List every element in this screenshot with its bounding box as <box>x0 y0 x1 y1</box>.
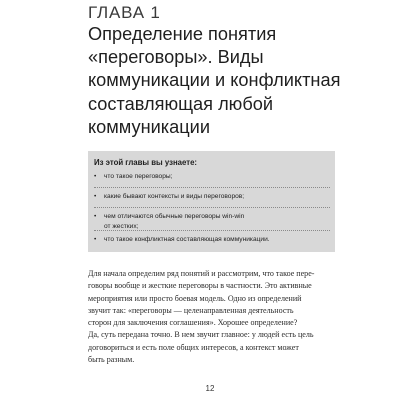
summary-heading: Из этой главы вы узнаете: <box>94 158 198 167</box>
bullet-icon: • <box>94 193 97 200</box>
summary-list-item <box>94 235 326 245</box>
summary-item-text <box>104 212 326 231</box>
body-line: договориться и есть поле общих интересов, а контекст может <box>88 342 299 352</box>
body-paragraph <box>88 268 338 366</box>
summary-item-text <box>104 235 326 245</box>
chapter-title-line: коммуникации <box>88 116 210 137</box>
summary-list-item <box>94 192 326 202</box>
chapter-summary-box <box>88 151 335 252</box>
chapter-label: ГЛАВА 1 <box>88 3 161 22</box>
summary-list-item <box>94 212 326 231</box>
body-line: говоры вообще и жесткие переговоры в частности. Это активные <box>88 281 312 291</box>
body-line: мероприятия или просто боевая модель. Одно из определений <box>88 293 302 303</box>
summary-list-item <box>94 172 326 182</box>
chapter-title <box>88 23 408 139</box>
bullet-icon: • <box>94 236 97 243</box>
summary-item-line: что такое переговоры; <box>104 173 173 180</box>
bullet-icon: • <box>94 173 97 180</box>
body-line: Да, суть передана точно. В нем звучит главное: у людей есть цель <box>88 330 314 340</box>
chapter-title-line: «переговоры». Виды <box>88 47 264 68</box>
body-line: быть разным. <box>88 354 135 364</box>
summary-item-line: чем отличаются обычные переговоры win-win <box>104 213 245 220</box>
summary-item-text <box>104 172 326 182</box>
list-divider <box>94 207 330 208</box>
body-line: Для начала определим ряд понятий и рассмотрим, что такое пере- <box>88 269 315 278</box>
chapter-title-line: Определение понятия <box>88 24 277 44</box>
chapter-title-line: коммуникации и конфликтная <box>88 70 341 91</box>
summary-item-line: от жестких; <box>104 222 139 230</box>
body-line: сторон для заключения соглашения». Хорошее определение? <box>88 318 298 327</box>
chapter-title-line: составляющая любой <box>88 93 274 114</box>
body-line: звучит так: «переговоры — целенаправленная деятельность <box>88 305 294 315</box>
list-divider <box>94 187 330 188</box>
summary-item-text <box>104 192 326 202</box>
summary-item-line: что такое конфликтная составляющая коммуникации. <box>104 236 270 243</box>
list-divider <box>94 230 330 231</box>
summary-item-line: какие бывают контексты и виды переговоров; <box>104 193 245 200</box>
bullet-icon: • <box>94 213 97 220</box>
page-number: 12 <box>205 384 215 393</box>
